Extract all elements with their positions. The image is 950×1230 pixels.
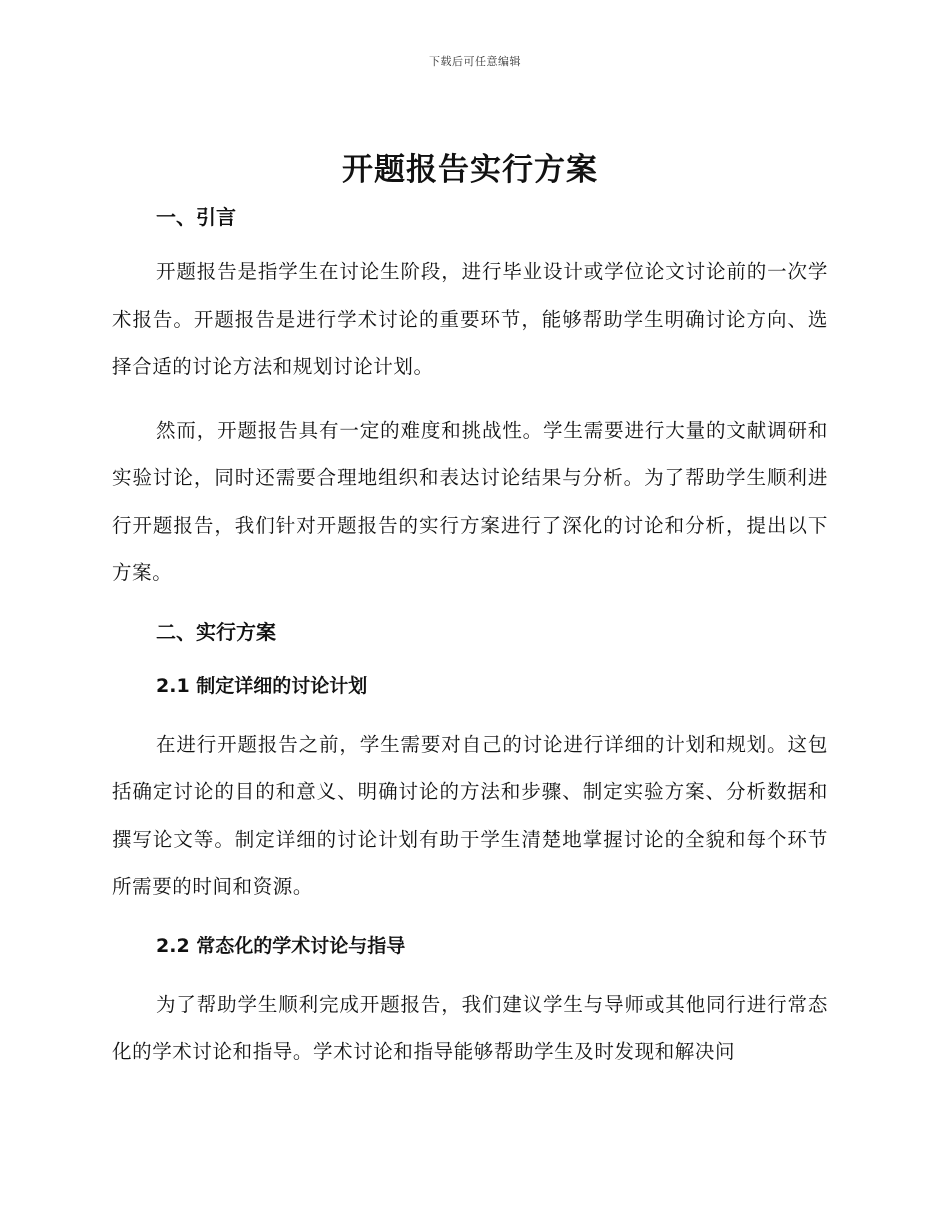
document-title: 开题报告实行方案: [342, 152, 598, 188]
paragraph-intro-1: 开题报告是指学生在讨论生阶段，进行毕业设计或学位论文讨论前的一次学术报告。开题报告是进行学术讨论的重要环节，能够帮助学生明确讨论方向、选择合适的讨论方法和规划讨论计划。: [112, 260, 828, 378]
section-heading-implementation: 二、实行方案: [156, 619, 276, 644]
section-heading-introduction: 一、引言: [156, 205, 236, 229]
paragraph-2-1: 在进行开题报告之前，学生需要对自己的讨论进行详细的计划和规划。这包括确定讨论的目的和意义、明确讨论的方法和步骤、制定实验方案、分析数据和撰写论文等。制定详细的讨论计划有助于学生清楚地掌握讨论的全貌和每个环节所需要的时间和资源。: [112, 732, 828, 898]
paragraph-2-2: 为了帮助学生顺利完成开题报告，我们建议学生与导师或其他同行进行常态化的学术讨论和指导。学术讨论和指导能够帮助学生及时发现和解决问: [112, 992, 828, 1063]
subsection-heading-2-1: 2.1 制定详细的讨论计划: [156, 674, 368, 697]
page-header-note: 下载后可任意编辑: [429, 55, 521, 68]
document-body: [112, 148, 828, 1076]
paragraph-intro-2: 然而，开题报告具有一定的难度和挑战性。学生需要进行大量的文献调研和实验讨论，同时还需要合理地组织和表达讨论结果与分析。为了帮助学生顺利进行开题报告，我们针对开题报告的实行方案进行了深化的讨论和分析，提出以下方案。: [112, 418, 828, 584]
subsection-heading-2-2: 2.2 常态化的学术讨论与指导: [156, 934, 406, 957]
